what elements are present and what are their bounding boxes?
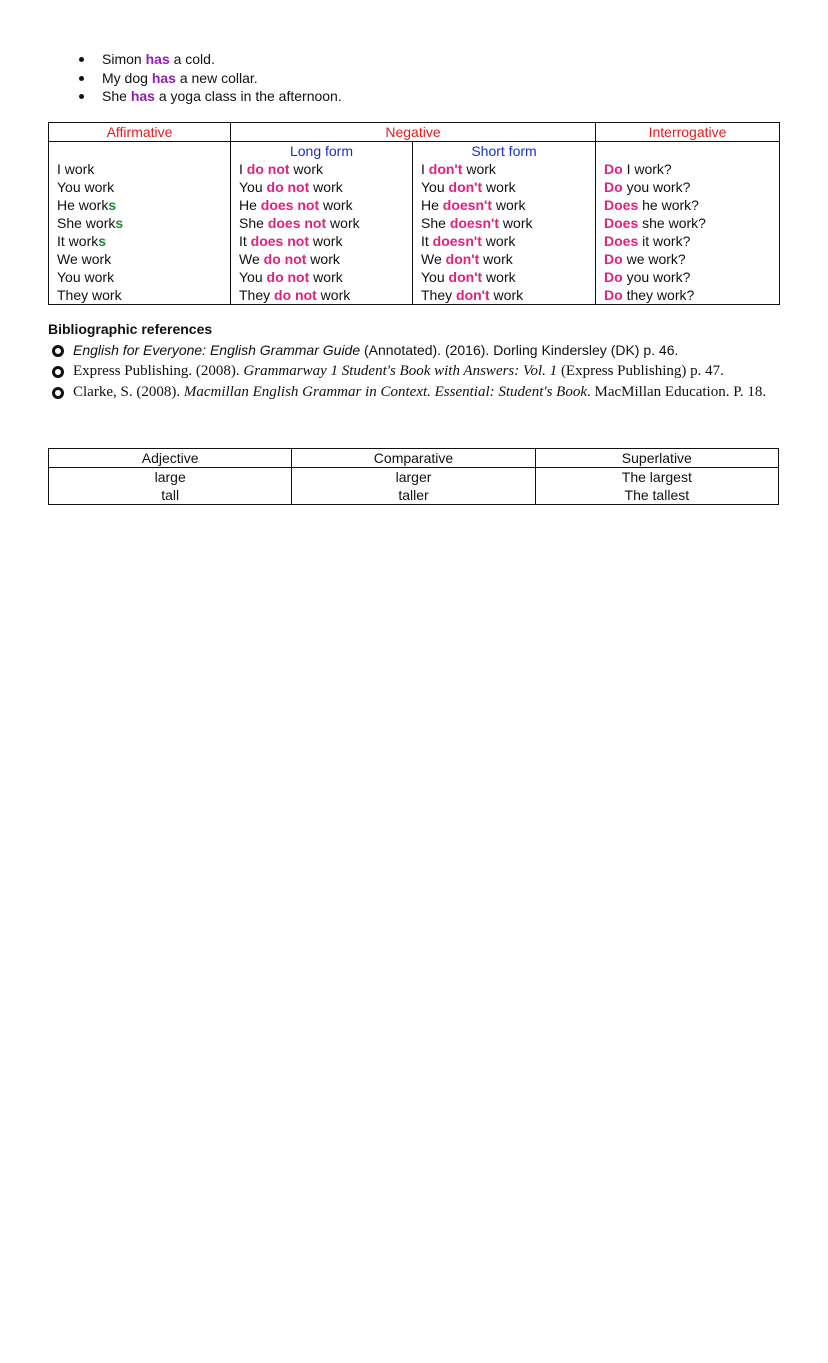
negative-short-cell (413, 196, 596, 214)
circle-bullet-icon (52, 387, 64, 399)
table-row (49, 286, 780, 305)
bibliography-title: Bibliographic references (48, 321, 213, 337)
citation-text: (Express Publishing) p. 47. (557, 363, 724, 379)
subject-text: They (239, 287, 275, 303)
auxiliary-highlight: Do (604, 179, 623, 195)
citation-text: Express Publishing. (2008). (73, 363, 244, 379)
subheader-short-form: Short form (413, 142, 596, 161)
subject-text: He (239, 197, 261, 213)
auxiliary-highlight: don't (448, 179, 483, 195)
table-row (49, 160, 780, 178)
table-row (49, 250, 780, 268)
superlative-cell: The largest (535, 468, 778, 487)
negative-short-cell (413, 178, 596, 196)
list-item (75, 69, 342, 88)
table-row (49, 178, 780, 196)
verb-highlight: has (130, 88, 155, 104)
book-title: English for Everyone: English Grammar Guide (73, 342, 361, 358)
interrogative-cell (596, 214, 780, 232)
affirmative-cell (49, 196, 231, 214)
header-superlative: Superlative (535, 449, 778, 468)
question-text: she work? (638, 215, 706, 231)
affirmative-cell (49, 286, 231, 305)
sentence-text: a yoga class in the afternoon. (154, 88, 342, 104)
subject-text: We (239, 251, 264, 267)
affirmative-text: They work (57, 287, 122, 303)
bibliography-item (48, 340, 788, 361)
auxiliary-highlight: don't (448, 269, 483, 285)
subject-text: He (421, 197, 443, 213)
interrogative-cell (596, 160, 780, 178)
circle-bullet-icon (52, 345, 64, 357)
header-interrogative: Interrogative (596, 123, 780, 142)
sentence-text: Simon (102, 51, 146, 67)
present-simple-table (48, 122, 780, 305)
interrogative-cell (596, 286, 780, 305)
question-text: they work? (622, 287, 695, 303)
affirmative-text: You work (57, 269, 115, 285)
interrogative-cell (596, 232, 780, 250)
table-row (49, 268, 780, 286)
bibliography-list (48, 340, 788, 403)
auxiliary-highlight: does not (267, 215, 327, 231)
table-row (49, 468, 779, 487)
bullet-icon (79, 94, 84, 99)
citation-text: (Annotated). (2016). Dorling Kindersley (DK) p. 46. (360, 342, 679, 358)
verb-text: work (482, 269, 516, 285)
sentence-text: a new collar. (175, 69, 258, 86)
subject-text: They (421, 287, 457, 303)
negative-long-cell (231, 286, 413, 305)
subject-text: You (421, 179, 449, 195)
subject-text: It (239, 233, 251, 249)
verb-text: work (479, 251, 513, 267)
affirmative-cell (49, 250, 231, 268)
auxiliary-highlight: do not (266, 269, 310, 285)
auxiliary-highlight: doesn't (449, 215, 500, 231)
verb-text: work (326, 215, 360, 231)
auxiliary-highlight: do not (263, 251, 307, 267)
auxiliary-highlight: Does (604, 197, 639, 213)
subject-text: You (239, 269, 267, 285)
affirmative-text: It work (57, 233, 99, 249)
verb-highlight: has (151, 69, 176, 86)
third-person-s: s (98, 233, 107, 249)
auxiliary-highlight: Do (604, 269, 623, 285)
interrogative-cell (596, 250, 780, 268)
auxiliary-highlight: Do (604, 287, 623, 303)
negative-long-cell (231, 196, 413, 214)
subheader-long-form: Long form (231, 142, 413, 161)
sentence-text: She (102, 88, 131, 104)
auxiliary-highlight: do not (274, 287, 317, 303)
verb-text: work (492, 197, 526, 213)
third-person-s: s (108, 197, 117, 213)
header-adjective: Adjective (49, 449, 292, 468)
sentence-text: My dog (102, 69, 152, 86)
verb-text: work (462, 161, 496, 177)
subject-text: You (239, 179, 267, 195)
negative-short-cell (413, 214, 596, 232)
table-row (49, 196, 780, 214)
question-text: it work? (638, 233, 691, 249)
list-item (75, 87, 342, 106)
question-text: he work? (638, 197, 699, 213)
affirmative-cell (49, 178, 231, 196)
book-title: Macmillan English Grammar in Context. Essential: Student's Book (183, 384, 587, 400)
subject-text: I (421, 161, 429, 177)
grammar-rows (49, 160, 780, 305)
table-row (49, 232, 780, 250)
verb-text: work (309, 179, 343, 195)
affirmative-text: We work (57, 251, 112, 267)
third-person-s: s (115, 215, 124, 231)
question-text: we work? (622, 251, 686, 267)
bullet-icon (79, 57, 84, 62)
verb-text: work (481, 233, 516, 249)
interrogative-cell (596, 268, 780, 286)
negative-long-cell (231, 268, 413, 286)
superlative-cell: The tallest (535, 486, 778, 505)
affirmative-cell (49, 232, 231, 250)
negative-long-cell (231, 232, 413, 250)
subject-text: I (239, 161, 247, 177)
auxiliary-highlight: don't (456, 287, 490, 303)
auxiliary-highlight: do not (266, 179, 310, 195)
table-row (49, 214, 780, 232)
negative-long-cell (231, 250, 413, 268)
affirmative-cell (49, 160, 231, 178)
header-negative: Negative (231, 123, 596, 142)
adjective-cell: large (49, 468, 292, 487)
verb-text: work (316, 287, 351, 303)
verb-highlight: has (145, 51, 170, 67)
table-row (49, 486, 779, 505)
affirmative-text: She work (57, 215, 116, 231)
citation-text: . MacMillan Education. P. 18. (587, 384, 767, 400)
comparative-cell: taller (292, 486, 535, 505)
auxiliary-highlight: Does (604, 233, 639, 249)
header-affirmative: Affirmative (49, 123, 231, 142)
adjective-cell: tall (49, 486, 292, 505)
list-item (75, 50, 342, 69)
auxiliary-highlight: Do (604, 251, 623, 267)
bullet-icon (79, 76, 84, 81)
auxiliary-highlight: doesn't (432, 233, 482, 249)
citation-text: Clarke, S. (2008). (73, 384, 184, 400)
affirmative-text: You work (57, 179, 115, 195)
auxiliary-highlight: does not (250, 233, 310, 249)
subject-text: She (239, 215, 268, 231)
sentence-text: a cold. (169, 51, 215, 67)
auxiliary-highlight: Do (604, 161, 623, 177)
verb-text: work (289, 161, 323, 177)
auxiliary-highlight: don't (428, 161, 463, 177)
question-text: I work? (622, 161, 672, 177)
example-sentence-list (75, 50, 342, 106)
auxiliary-highlight: don't (445, 251, 480, 267)
interrogative-cell (596, 178, 780, 196)
bibliography-item (48, 361, 788, 382)
verb-text: work (482, 179, 516, 195)
verb-text: work (306, 251, 340, 267)
adjective-comparison-table (48, 448, 779, 505)
verb-text: work (309, 269, 343, 285)
negative-short-cell (413, 160, 596, 178)
negative-short-cell (413, 268, 596, 286)
verb-text: work (319, 197, 353, 213)
bibliography-item (48, 382, 788, 403)
subject-text: We (421, 251, 446, 267)
header-comparative: Comparative (292, 449, 535, 468)
book-title: Grammarway 1 Student's Book with Answers: Vol. 1 (243, 363, 558, 379)
subject-text: She (421, 215, 450, 231)
verb-text: work (309, 233, 343, 249)
affirmative-cell (49, 268, 231, 286)
comparative-cell: larger (292, 468, 535, 487)
interrogative-cell (596, 196, 780, 214)
auxiliary-highlight: doesn't (442, 197, 493, 213)
auxiliary-highlight: Does (604, 215, 639, 231)
affirmative-text: I work (57, 161, 95, 177)
affirmative-cell (49, 214, 231, 232)
affirmative-text: He work (57, 197, 109, 213)
negative-long-cell (231, 160, 413, 178)
negative-short-cell (413, 250, 596, 268)
negative-short-cell (413, 232, 596, 250)
negative-short-cell (413, 286, 596, 305)
verb-text: work (489, 287, 524, 303)
negative-long-cell (231, 214, 413, 232)
question-text: you work? (622, 179, 691, 195)
subject-text: It (421, 233, 433, 249)
verb-text: work (499, 215, 533, 231)
negative-long-cell (231, 178, 413, 196)
auxiliary-highlight: do not (246, 161, 290, 177)
auxiliary-highlight: does not (260, 197, 320, 213)
circle-bullet-icon (52, 366, 64, 378)
question-text: you work? (622, 269, 691, 285)
subject-text: You (421, 269, 449, 285)
